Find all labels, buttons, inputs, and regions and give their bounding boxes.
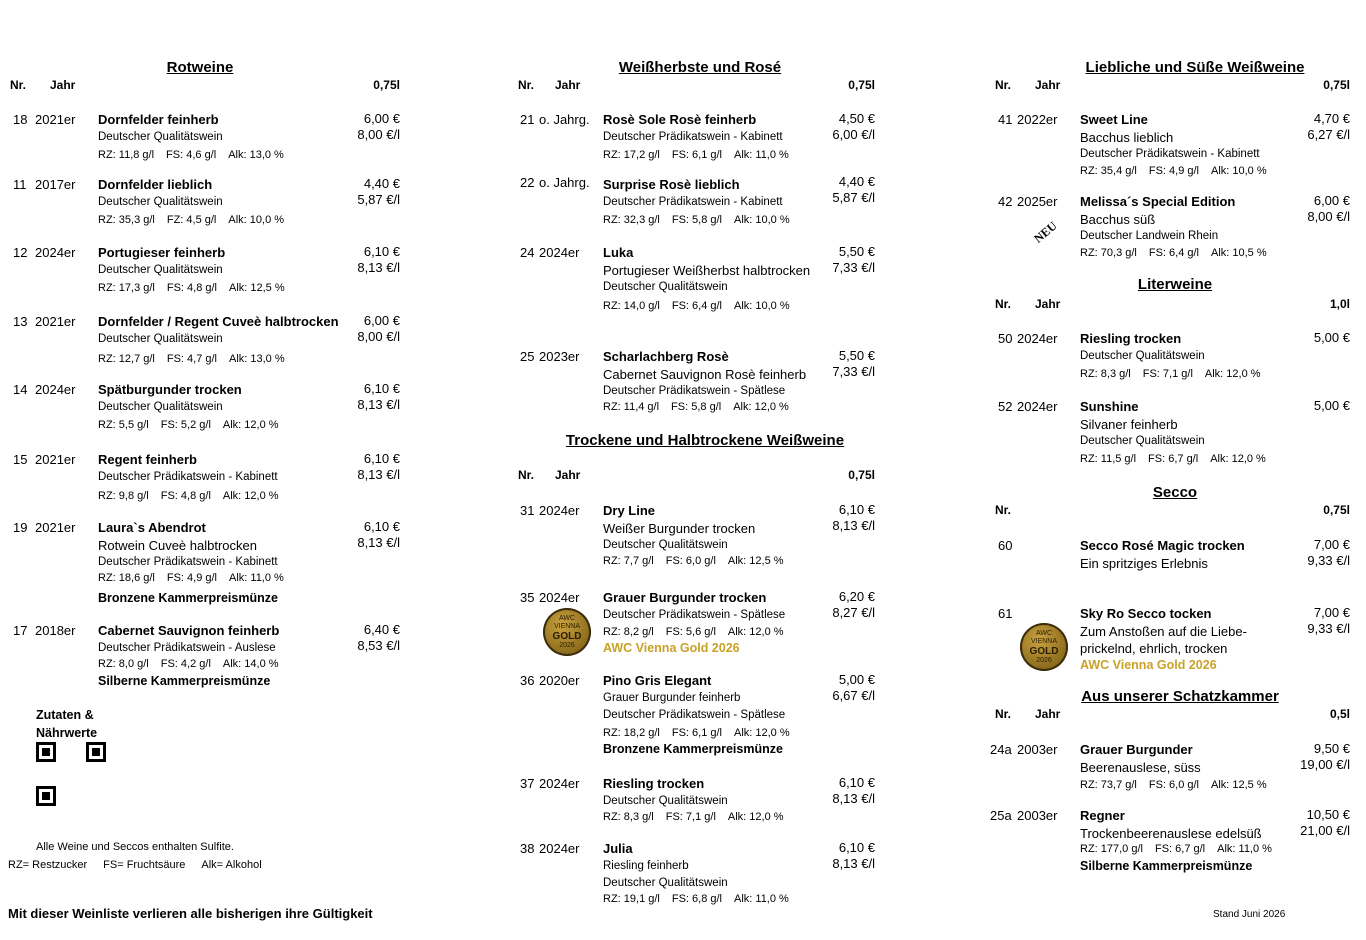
price-per-liter: 7,33 €/l — [832, 260, 875, 275]
wine-name: Sunshine — [1080, 399, 1139, 414]
section-title-trockene: Trockene und Halbtrockene Weißweine — [565, 432, 845, 449]
price: 6,10 € — [363, 519, 400, 534]
price-per-liter: 8,53 €/l — [357, 638, 400, 653]
price: 7,00 € — [1313, 605, 1350, 620]
column-rotweine: Rotweine Nr. Jahr 0,75l 18 2021er Dornfelder feinherb Deutscher Qualitätswein RZ: 11,8 g/l FS: 4,6 g/l Alk: 13,0 % 6,00 € 8,00 €/l 11 2017er Dornfelder lieblich Deutscher Qualitätswein RZ: 35,3 g/l FZ: 4,5 g/l Alk: 10,0 % 4,40 € 5,87 €/l 12 2024er Portugieser feinherb Deutscher Qualitätswein RZ: 17,3 g/l FS: 4,8 g/l Alk: 12,5 % 6,10 € 8,13 €/l 13 2021er Dornfelder / Regent Cuveè halbtrocken Deutscher Qualitätswein RZ: 12,7 g/l FS: 4,7 g/l Alk: 13,0 % 6,00 € 8,00 €/l 14 2024er Spätburgunder trocken Deutscher Qualitätswein RZ: 5,5 g/l FS: 5,2 g/l Alk: 12,0 % 6,10 € 8,13 €/l 15 2021er Regent feinherb Deutscher Prädikatswein - Kabinett RZ: 9,8 g/l FS: 4,8 g/l Alk: 12,0 % 6,10 € 8,13 €/l 19 2021er Laura`s Abendrot Rotwein Cuveè halbtrocken Deutscher Prädikatswein - Kabinett RZ: 18,6 g/l FS: 4,9 g/l Alk: 11,0 % Bronzene Kammerpreismünze 6,10 € 8,13 €/l 17 2018er Cabernet Sauvignon feinherb Deutscher Prädikatswein - Auslese RZ: 8,0 g/l FS: 4,2 g/l Alk: 14,0 % Silberne Kammerpreismünze 6,40 € 8,53 €/l Zutaten & Nährwerte Alle Weine und Seccos enthalten Sulfite. RZ= Restzucker FS= Fruchtsäure Alk= Alkohol Mit dieser Weinliste verlieren alle bisherigen ihre Gültigkeit — [0, 0, 410, 940]
wine-name: Surprise Rosè lieblich — [603, 177, 740, 192]
sulfite-note: Alle Weine und Seccos enthalten Sulfite. — [36, 841, 234, 853]
table-header: Nr. Jahr 0,75l — [518, 468, 875, 482]
naehrwerte-label: Nährwerte — [36, 726, 98, 740]
wine-name: Sky Ro Secco tocken — [1080, 606, 1212, 621]
table-header: Nr. Jahr 1,0l — [995, 297, 1350, 311]
wine-name: Secco Rosé Magic trocken — [1080, 538, 1245, 553]
price: 5,50 € — [838, 244, 875, 259]
price-per-liter: 21,00 €/l — [1300, 823, 1350, 838]
price-per-liter: 8,13 €/l — [832, 791, 875, 806]
price-per-liter: 9,33 €/l — [1307, 553, 1350, 568]
wine-name: Laura`s Abendrot — [98, 520, 206, 535]
section-title-schatzkammer: Aus unserer Schatzkammer — [1081, 688, 1279, 705]
column-liebliche: Liebliche und Süße Weißweine Nr. Jahr 0,75l 41 2022er Sweet Line Bacchus lieblich Deutscher Prädikatswein - Kabinett RZ: 35,4 g/l FS: 4,9 g/l Alk: 10,0 % 4,70 € 6,27 €/l 42 2025er Melissa´s Special Edition Bacchus süß Deutscher Landwein Rhein RZ: 70,3 g/l FS: 6,4 g/l Alk: 10,5 % 6,00 € 8,00 €/l NEU Literweine Nr. Jahr 1,0l 50 2024er Riesling trocken Deutscher Qualitätswein RZ: 8,3 g/l FS: 7,1 g/l Alk: 12,0 % 5,00 € 52 2024er Sunshine Silvaner feinherb Deutscher Qualitätswein RZ: 11,5 g/l FS: 6,7 g/l Alk: 12,0 % 5,00 € Secco Nr. 0,75l 60 Secco Rosé Magic trocken Ein spritziges Erlebnis 7,00 € 9,33 €/l 61 Sky Ro Secco tocken Zum Anstoßen auf die Liebe- prickelnd, ehrlich, trocken AWC Vienna Gold 2026 7,00 € 9,33 €/l AWC VIENNA GOLD 2026 Aus unserer Schatzkammer Nr. Jahr 0,5l 24a 2003er Grauer Burgunder Beerenauslese, süss RZ: 73,7 g/l FS: 6,0 g/l Alk: 12,5 % 9,50 € 19,00 €/l 25a 2003er Regner Trockenbeerenauslese edelsüß RZ: 177,0 g/l FS: 6,7 g/l Alk: 11,0 % Silberne Kammerpreismünze 10,50 € 21,00 €/l Stand Juni 2026 — [985, 0, 1360, 940]
price-per-liter: 8,13 €/l — [357, 260, 400, 275]
wine-name: Cabernet Sauvignon feinherb — [98, 623, 280, 638]
wine-specs: RZ: 5,5 g/l FS: 5,2 g/l Alk: 12,0 % — [98, 419, 279, 431]
price: 6,10 € — [363, 244, 400, 259]
wine-name: Dry Line — [603, 503, 656, 518]
wine-name: Julia — [603, 841, 633, 856]
legend: RZ= Restzucker FS= Fruchtsäure Alk= Alkohol — [8, 859, 262, 871]
award-badge: Bronzene Kammerpreismünze — [603, 742, 783, 756]
award-badge: Bronzene Kammerpreismünze — [98, 591, 278, 605]
wine-specs: RZ: 14,0 g/l FS: 6,4 g/l Alk: 10,0 % — [603, 300, 790, 312]
wine-name: Spätburgunder trocken — [98, 382, 242, 397]
price-per-liter: 7,33 €/l — [832, 364, 875, 379]
wine-specs: RZ: 19,1 g/l FS: 6,8 g/l Alk: 11,0 % — [603, 893, 789, 905]
wine-specs: RZ: 7,7 g/l FS: 6,0 g/l Alk: 12,5 % — [603, 555, 784, 567]
price: 5,00 € — [1313, 330, 1350, 345]
wine-specs: RZ: 11,4 g/l FS: 5,8 g/l Alk: 12,0 % — [603, 401, 789, 413]
price-per-liter: 19,00 €/l — [1300, 757, 1350, 772]
price-per-liter: 6,67 €/l — [832, 688, 875, 703]
wine-specs: RZ: 8,3 g/l FS: 7,1 g/l Alk: 12,0 % — [1080, 368, 1261, 380]
wine-name: Scharlachberg Rosè — [603, 349, 729, 364]
award-badge: Silberne Kammerpreismünze — [98, 674, 271, 688]
table-header: Nr. Jahr 0,5l — [995, 707, 1350, 721]
table-header: Nr. Jahr 0,75l — [518, 78, 875, 92]
wine-specs: RZ: 17,2 g/l FS: 6,1 g/l Alk: 11,0 % — [603, 149, 789, 161]
wine-name: Regent feinherb — [98, 452, 197, 467]
section-title-secco: Secco — [1152, 484, 1198, 501]
wine-name: Melissa´s Special Edition — [1080, 194, 1236, 209]
price: 6,10 € — [838, 502, 875, 517]
price-per-liter: 5,87 €/l — [832, 190, 875, 205]
wine-name: Dornfelder lieblich — [98, 177, 213, 192]
section-title-rotweine: Rotweine — [166, 59, 234, 76]
wine-specs: RZ: 70,3 g/l FS: 6,4 g/l Alk: 10,5 % — [1080, 247, 1267, 259]
wine-specs: RZ: 11,5 g/l FS: 6,7 g/l Alk: 12,0 % — [1080, 453, 1266, 465]
price-per-liter: 8,13 €/l — [832, 856, 875, 871]
price-per-liter: 8,13 €/l — [832, 518, 875, 533]
wine-specs: RZ: 35,3 g/l FZ: 4,5 g/l Alk: 10,0 % — [98, 214, 285, 226]
gold-medal-icon: AWC VIENNA GOLD 2026 — [1020, 623, 1068, 671]
price-per-liter: 8,13 €/l — [357, 467, 400, 482]
wine-name: Grauer Burgunder trocken — [603, 590, 767, 605]
gold-award: AWC Vienna Gold 2026 — [1080, 658, 1217, 672]
price-per-liter: 8,13 €/l — [357, 535, 400, 550]
wine-name: Grauer Burgunder — [1080, 742, 1193, 757]
date-stamp: Stand Juni 2026 — [1213, 909, 1286, 920]
new-badge: NEU — [1031, 218, 1060, 246]
wine-specs: RZ: 8,2 g/l FS: 5,6 g/l Alk: 12,0 % — [603, 626, 784, 638]
section-title-liebliche: Liebliche und Süße Weißweine — [1085, 59, 1305, 76]
price: 6,10 € — [363, 451, 400, 466]
price: 6,40 € — [363, 622, 400, 637]
price: 5,00 € — [838, 672, 875, 687]
price-per-liter: 8,00 €/l — [1307, 209, 1350, 224]
wine-name: Riesling trocken — [603, 776, 705, 791]
wine-specs: RZ: 35,4 g/l FS: 4,9 g/l Alk: 10,0 % — [1080, 165, 1267, 177]
price: 4,50 € — [838, 111, 875, 126]
price-per-liter: 6,00 €/l — [832, 127, 875, 142]
price-per-liter: 8,00 €/l — [357, 329, 400, 344]
section-title-weissherbste: Weißherbste und Rosé — [618, 59, 782, 76]
wine-name: Rosè Sole Rosè feinherb — [603, 112, 757, 127]
wine-name: Sweet Line — [1080, 112, 1148, 127]
wine-specs: RZ: 8,0 g/l FS: 4,2 g/l Alk: 14,0 % — [98, 658, 279, 670]
wine-specs: RZ: 32,3 g/l FS: 5,8 g/l Alk: 10,0 % — [603, 214, 790, 226]
price: 6,10 € — [838, 840, 875, 855]
price: 5,50 € — [838, 348, 875, 363]
price-per-liter: 8,00 €/l — [357, 127, 400, 142]
price: 4,70 € — [1313, 111, 1350, 126]
price: 5,00 € — [1313, 398, 1350, 413]
price: 6,20 € — [838, 589, 875, 604]
wine-name: Portugieser feinherb — [98, 245, 226, 260]
wine-specs: RZ: 18,2 g/l FS: 6,1 g/l Alk: 12,0 % — [603, 727, 790, 739]
price-per-liter: 8,27 €/l — [832, 605, 875, 620]
table-header: Nr. 0,75l — [995, 503, 1350, 517]
gold-award: AWC Vienna Gold 2026 — [603, 641, 740, 655]
wine-name: Luka — [603, 245, 634, 260]
price: 4,40 € — [363, 176, 400, 191]
table-header: Nr. Jahr 0,75l — [10, 78, 400, 92]
qr-code-icon[interactable] — [36, 742, 106, 806]
price: 6,10 € — [363, 381, 400, 396]
wine-specs: RZ: 73,7 g/l FS: 6,0 g/l Alk: 12,5 % — [1080, 779, 1267, 791]
price: 4,40 € — [838, 174, 875, 189]
wine-name: Riesling trocken — [1080, 331, 1182, 346]
wine-specs: RZ: 17,3 g/l FS: 4,8 g/l Alk: 12,5 % — [98, 282, 285, 294]
wine-name: Dornfelder / Regent Cuveè halbtrocken — [98, 314, 339, 329]
wine-specs: RZ: 177,0 g/l FS: 6,7 g/l Alk: 11,0 % — [1080, 843, 1272, 855]
price-per-liter: 9,33 €/l — [1307, 621, 1350, 636]
zutaten-label: Zutaten & — [36, 708, 94, 722]
price: 6,00 € — [363, 313, 400, 328]
section-title-literweine: Literweine — [1137, 276, 1213, 293]
wine-specs: RZ: 12,7 g/l FS: 4,7 g/l Alk: 13,0 % — [98, 353, 285, 365]
wine-name: Dornfelder feinherb — [98, 112, 219, 127]
price: 6,00 € — [1313, 193, 1350, 208]
wine-specs: RZ: 18,6 g/l FS: 4,9 g/l Alk: 11,0 % — [98, 572, 284, 584]
wine-specs: RZ: 8,3 g/l FS: 7,1 g/l Alk: 12,0 % — [603, 811, 784, 823]
wine-specs: RZ: 9,8 g/l FS: 4,8 g/l Alk: 12,0 % — [98, 490, 279, 502]
price: 6,00 € — [363, 111, 400, 126]
price: 9,50 € — [1313, 741, 1350, 756]
gold-medal-icon: AWC VIENNA GOLD 2026 — [543, 608, 591, 656]
wine-name: Pino Gris Elegant — [603, 673, 712, 688]
price: 10,50 € — [1306, 807, 1350, 822]
price: 7,00 € — [1313, 537, 1350, 552]
price-per-liter: 6,27 €/l — [1307, 127, 1350, 142]
price-per-liter: 8,13 €/l — [357, 397, 400, 412]
price: 6,10 € — [838, 775, 875, 790]
wine-name: Regner — [1080, 808, 1125, 823]
column-weissherbste: Weißherbste und Rosé Nr. Jahr 0,75l 21 o. Jahrg. Rosè Sole Rosè feinherb Deutscher Prädikatswein - Kabinett RZ: 17,2 g/l FS: 6,1 g/l Alk: 11,0 % 4,50 € 6,00 €/l 22 o. Jahrg. Surprise Rosè lieblich Deutscher Prädikatswein - Kabinett RZ: 32,3 g/l FS: 5,8 g/l Alk: 10,0 % 4,40 € 5,87 €/l 24 2024er Luka Portugieser Weißherbst halbtrocken Deutscher Qualitätswein RZ: 14,0 g/l FS: 6,4 g/l Alk: 10,0 % 5,50 € 7,33 €/l 25 2023er Scharlachberg Rosè Cabernet Sauvignon Rosè feinherb Deutscher Prädikatswein - Spätlese RZ: 11,4 g/l FS: 5,8 g/l Alk: 12,0 % 5,50 € 7,33 €/l Trockene und Halbtrockene Weißweine Nr. Jahr 0,75l 31 2024er Dry Line Weißer Burgunder trocken Deutscher Qualitätswein RZ: 7,7 g/l FS: 6,0 g/l Alk: 12,5 % 6,10 € 8,13 €/l 35 2024er Grauer Burgunder trocken Deutscher Prädikatswein - Spätlese RZ: 8,2 g/l FS: 5,6 g/l Alk: 12,0 % AWC Vienna Gold 2026 6,20 € 8,27 €/l AWC VIENNA GOLD 2026 36 2020er Pino Gris Elegant Grauer Burgunder feinherb Deutscher Prädikatswein - Spätlese RZ: 18,2 g/l FS: 6,1 g/l Alk: 12,0 % Bronzene Kammerpreismünze 5,00 € 6,67 €/l 37 2024er Riesling trocken Deutscher Qualitätswein RZ: 8,3 g/l FS: 7,1 g/l Alk: 12,0 % 6,10 € 8,13 €/l 38 2024er Julia Riesling feinherb Deutscher Qualitätswein RZ: 19,1 g/l FS: 6,8 g/l Alk: 11,0 % 6,10 € 8,13 €/l — [505, 0, 885, 940]
table-header: Nr. Jahr 0,75l — [995, 78, 1350, 92]
wine-specs: RZ: 11,8 g/l FS: 4,6 g/l Alk: 13,0 % — [98, 149, 284, 161]
price-per-liter: 5,87 €/l — [357, 192, 400, 207]
award-badge: Silberne Kammerpreismünze — [1080, 859, 1253, 873]
validity-note: Mit dieser Weinliste verlieren alle bisherigen ihre Gültigkeit — [8, 906, 373, 921]
